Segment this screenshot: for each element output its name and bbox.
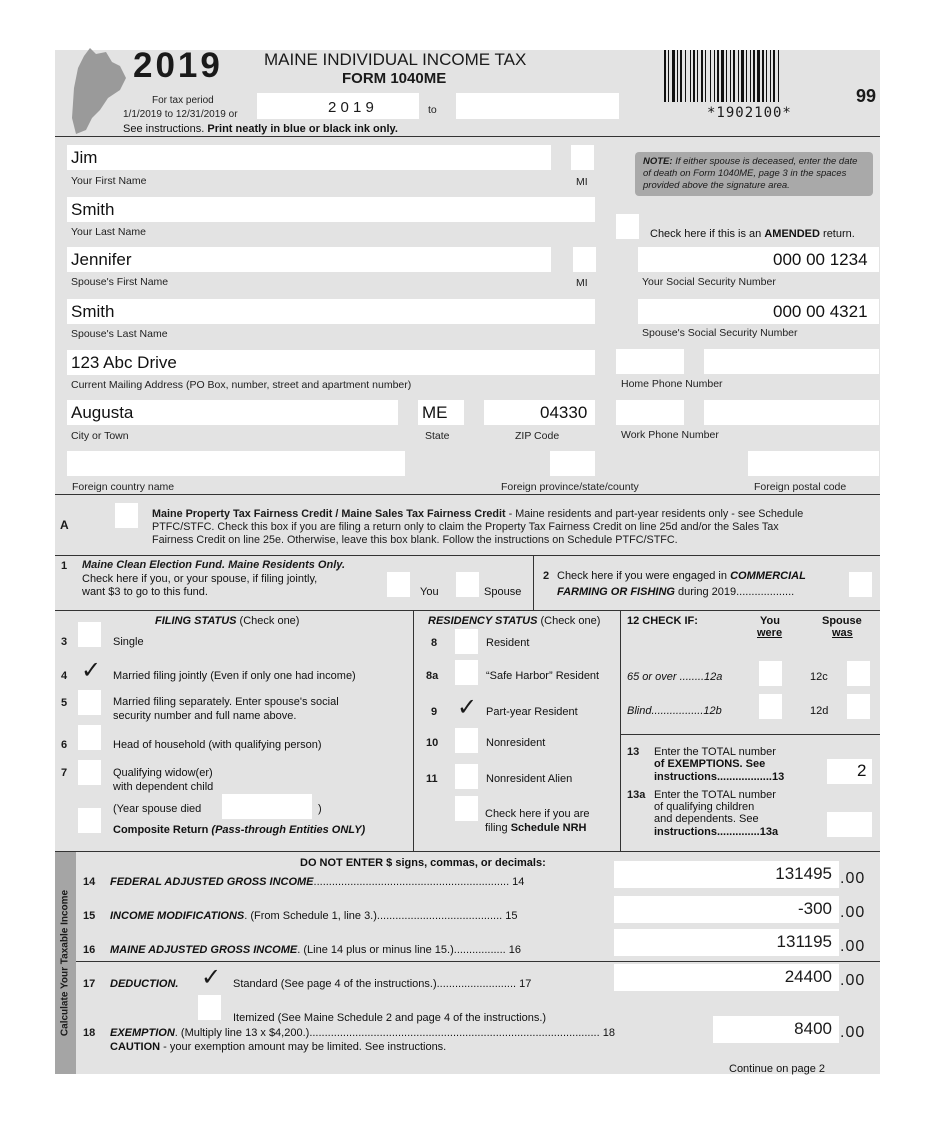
line-15-num: 15 [83, 910, 96, 922]
divider [55, 610, 880, 611]
amended-label: Check here if this is an AMENDED return. [650, 228, 855, 240]
section-a-text: Maine Property Tax Fairness Credit / Maine Sales Tax Fairness Credit - Maine residents and part-year residents only - see Schedule PTFC/STFC. Check this box if you are filing a return only to claim the Property Tax Fairness Credit on line 25d and/or the Sales Tax Fairness Credit on line 25e. Otherwise, leave this box blank. Follow the instructions on Schedule PTFC/STFC. [152, 508, 804, 546]
foreign-country-label: Foreign country name [72, 481, 175, 493]
qualifying-children-field[interactable] [827, 812, 872, 837]
spouse-first-name-field[interactable] [67, 247, 551, 272]
you-were-label2: were [757, 627, 783, 639]
first-name-field[interactable] [67, 145, 551, 170]
year-spouse-died-field[interactable] [222, 794, 312, 819]
line-13-num: 13 [627, 746, 640, 758]
spouse-first-name-value: Jennifer [71, 250, 132, 269]
last-name-field[interactable] [67, 197, 595, 222]
composite-return-checkbox[interactable] [78, 808, 101, 833]
line-15-label: INCOME MODIFICATIONS. (From Schedule 1, line 3.)......................................... 15 [110, 910, 518, 922]
foreign-country-field[interactable] [67, 451, 405, 476]
foreign-postal-field[interactable] [748, 451, 879, 476]
maine-agi-value: 131195 [776, 932, 832, 951]
line-2-num: 2 [543, 570, 550, 582]
you-label: You [420, 586, 439, 598]
address-label: Current Mailing Address (PO Box, number, street and apartment number) [71, 379, 412, 391]
fs-num-3: 3 [61, 636, 68, 648]
single-checkbox[interactable] [78, 622, 101, 647]
period-end-field[interactable] [456, 93, 619, 119]
deduction-cents: .00 [840, 972, 866, 989]
section-a-letter: A [60, 518, 69, 532]
nonresident-label: Nonresident [486, 737, 546, 749]
spouse-label: Spouse [484, 586, 522, 598]
period-start-value: 2 0 1 9 [328, 99, 374, 116]
schedule-nrh-label2: filing Schedule NRH [485, 822, 587, 834]
spouse-last-name-field[interactable] [67, 299, 595, 324]
blind-spouse-label: 12d [810, 705, 829, 717]
barcode-number: *1902100* [707, 105, 792, 121]
fs-num-6: 6 [61, 739, 68, 751]
line-17-num: 17 [83, 978, 96, 990]
married-jointly-checkmark-icon[interactable]: ✓ [81, 656, 102, 684]
resident-checkbox[interactable] [455, 629, 478, 654]
line-1-title: Maine Clean Election Fund. Maine Residents Only. [82, 559, 346, 571]
filing-status-heading: FILING STATUS (Check one) [155, 615, 300, 627]
zip-label: ZIP Code [515, 430, 560, 442]
city-label: City or Town [71, 430, 129, 442]
tax-period-label: For tax period [152, 95, 214, 106]
work-phone-area-field[interactable] [616, 400, 684, 425]
rs-num-10: 10 [426, 737, 439, 749]
last-name-value: Smith [71, 200, 115, 219]
divider [533, 555, 534, 610]
rs-num-11: 11 [426, 773, 438, 785]
mi-field[interactable] [571, 145, 594, 170]
line-13a-text1: Enter the TOTAL number [654, 789, 776, 801]
married-separately-checkbox[interactable] [78, 690, 101, 715]
qualifying-widow-checkbox[interactable] [78, 760, 101, 785]
nonresident-checkbox[interactable] [455, 728, 478, 753]
year-spouse-died-label: (Year spouse died [113, 803, 202, 815]
safe-harbor-label: “Safe Harbor” Resident [486, 670, 600, 682]
divider [76, 961, 880, 962]
nonresident-alien-checkbox[interactable] [455, 764, 478, 789]
exemption-value: 8400 [794, 1019, 832, 1038]
deceased-note: NOTE: If either spouse is deceased, enter the date of death on Form 1040ME, page 3 in the spaces provided above the signature area. [635, 152, 873, 196]
mi-label: MI [576, 176, 588, 188]
qualifying-widow-label: Qualifying widow(er) [113, 767, 213, 779]
schedule-nrh-checkbox[interactable] [455, 796, 478, 821]
line-2-text1: Check here if you were engaged in COMMERCIAL [557, 570, 806, 582]
divider [55, 494, 880, 495]
schedule-nrh-label1: Check here if you are [485, 808, 590, 820]
barcode [664, 50, 844, 102]
standard-deduction-checkmark-icon[interactable]: ✓ [201, 963, 222, 991]
spouse-last-name-value: Smith [71, 302, 115, 321]
form-code: 99 [856, 86, 877, 106]
married-separately-label2: security number and full name above. [113, 710, 297, 722]
spouse-ssn-value: 000 00 4321 [773, 302, 868, 321]
fs-num-7: 7 [61, 767, 68, 779]
spouse-mi-field[interactable] [573, 247, 596, 272]
continue-label: Continue on page 2 [729, 1063, 826, 1075]
zip-value: 04330 [540, 403, 588, 422]
home-phone-number-field[interactable] [704, 349, 879, 374]
line-13-text1: Enter the TOTAL number [654, 746, 776, 758]
line-13a-num: 13a [627, 789, 646, 801]
instructions-line: See instructions. Print neatly in blue or black ink only. [123, 123, 398, 135]
do-not-enter-warning: DO NOT ENTER $ signs, commas, or decimals: [300, 857, 546, 869]
federal-agi-value: 131495 [775, 864, 832, 883]
line-1-text1: Check here if you, or your spouse, if filing jointly, [82, 573, 318, 585]
federal-agi-cents: .00 [840, 870, 866, 887]
maine-agi-cents: .00 [840, 938, 866, 955]
divider [413, 610, 414, 851]
line-18-num: 18 [83, 1027, 96, 1039]
line-13a-text4: instructions..............13a [654, 826, 779, 838]
rs-num-9: 9 [431, 706, 438, 718]
you-were-label: You [760, 615, 780, 627]
foreign-province-field[interactable] [550, 451, 595, 476]
tax-period-range: 1/1/2019 to 12/31/2019 or [123, 109, 238, 120]
maine-map-icon [68, 48, 128, 136]
deduction-value: 24400 [784, 967, 832, 986]
check-if-heading: 12 CHECK IF: [627, 615, 698, 627]
state-label: State [425, 430, 450, 442]
line-13-text2: of EXEMPTIONS. See [654, 758, 766, 770]
election-fund-spouse-checkbox[interactable] [456, 572, 479, 597]
rs-num-8a: 8a [426, 670, 439, 682]
state-value: ME [422, 403, 448, 422]
composite-return-label: Composite Return (Pass-through Entities ONLY) [113, 824, 366, 836]
fs-num-4: 4 [61, 670, 68, 682]
age-65-label: 65 or over ........12a [627, 671, 723, 683]
city-value: Augusta [71, 403, 134, 422]
line-14-label: FEDERAL ADJUSTED GROSS INCOME................................................................ 14 [110, 876, 525, 888]
line-1-num: 1 [61, 560, 68, 572]
spouse-last-name-label: Spouse's Last Name [71, 328, 168, 340]
spouse-mi-label: MI [576, 277, 588, 289]
fs-num-5: 5 [61, 697, 68, 709]
itemized-deduction-checkbox[interactable] [198, 995, 221, 1020]
divider [620, 610, 621, 851]
part-year-label: Part-year Resident [486, 706, 578, 718]
divider [55, 851, 880, 852]
resident-label: Resident [486, 637, 530, 649]
spouse-was-label2: was [832, 627, 853, 639]
age-65-spouse-label: 12c [810, 671, 828, 683]
first-name-label: Your First Name [71, 175, 147, 187]
first-name-value: Jim [71, 148, 98, 167]
residency-status-heading: RESIDENCY STATUS (Check one) [428, 615, 601, 627]
safe-harbor-checkbox[interactable] [455, 660, 478, 685]
caution-note: CAUTION - your exemption amount may be limited. See instructions. [110, 1041, 447, 1053]
section-a-checkbox[interactable] [115, 503, 138, 528]
itemized-deduction-label: Itemized (See Maine Schedule 2 and page 4 of the instructions.) [233, 1012, 547, 1024]
address-value: 123 Abc Drive [71, 353, 177, 372]
home-phone-label: Home Phone Number [621, 378, 723, 390]
line-17-label: DEDUCTION. [110, 978, 179, 990]
line-13a-text3: and dependents. See [654, 813, 759, 825]
nonresident-alien-label: Nonresident Alien [486, 773, 573, 785]
married-jointly-label: Married filing jointly (Even if only one had income) [113, 670, 356, 682]
ssn-label: Your Social Security Number [642, 276, 776, 288]
ssn-value: 000 00 1234 [773, 250, 868, 269]
year-close-paren: ) [318, 803, 322, 815]
foreign-province-label: Foreign province/state/county [501, 481, 639, 493]
blind-you-checkbox[interactable] [759, 694, 782, 719]
foreign-postal-label: Foreign postal code [754, 481, 847, 493]
divider [55, 136, 880, 137]
age-65-you-checkbox[interactable] [759, 661, 782, 686]
line-1-text2: want $3 to go to this fund. [82, 586, 208, 598]
work-phone-number-field[interactable] [704, 400, 879, 425]
exemption-cents: .00 [840, 1024, 866, 1041]
married-separately-label: Married filing separately. Enter spouse's social [113, 696, 339, 708]
commercial-farming-checkbox[interactable] [849, 572, 872, 597]
divider [55, 555, 880, 556]
form-year: 2019 [133, 46, 223, 85]
blind-label: Blind.................12b [627, 705, 722, 717]
work-phone-label: Work Phone Number [621, 429, 719, 441]
amended-checkbox[interactable] [616, 214, 639, 239]
standard-deduction-label: Standard (See page 4 of the instructions.).......................... 17 [233, 978, 532, 990]
head-of-household-label: Head of household (with qualifying person) [113, 739, 322, 751]
line-13-text3: instructions..................13 [654, 771, 785, 783]
side-label: Calculate Your Taxable Income [59, 889, 71, 1037]
line-14-num: 14 [83, 876, 96, 888]
blind-spouse-checkbox[interactable] [847, 694, 870, 719]
divider [620, 734, 880, 735]
line-16-label: MAINE ADJUSTED GROSS INCOME. (Line 14 plus or minus line 15.)................. 16 [110, 944, 522, 956]
period-to-label: to [428, 104, 437, 116]
line-16-num: 16 [83, 944, 96, 956]
age-65-spouse-checkbox[interactable] [847, 661, 870, 686]
spouse-was-label: Spouse [822, 615, 862, 627]
line-18-label: EXEMPTION. (Multiply line 13 x $4,200.)............................................................................................... 18 [110, 1027, 615, 1039]
part-year-checkmark-icon[interactable]: ✓ [457, 693, 478, 721]
qualifying-widow-label2: with dependent child [113, 781, 214, 793]
income-modifications-value: -300 [797, 899, 832, 918]
rs-num-8: 8 [431, 637, 438, 649]
election-fund-you-checkbox[interactable] [387, 572, 410, 597]
home-phone-area-field[interactable] [616, 349, 684, 374]
last-name-label: Your Last Name [71, 226, 146, 238]
exemptions-value: 2 [857, 761, 867, 780]
spouse-ssn-label: Spouse's Social Security Number [642, 327, 798, 339]
line-2-text2: FARMING OR FISHING during 2019................... [557, 586, 795, 598]
line-13a-text2: of qualifying children [654, 801, 755, 813]
spouse-first-name-label: Spouse's First Name [71, 276, 169, 288]
income-modifications-cents: .00 [840, 904, 866, 921]
form-title: MAINE INDIVIDUAL INCOME TAX [264, 50, 527, 69]
head-of-household-checkbox[interactable] [78, 725, 101, 750]
form-name: FORM 1040ME [342, 70, 447, 87]
single-label: Single [113, 636, 144, 648]
